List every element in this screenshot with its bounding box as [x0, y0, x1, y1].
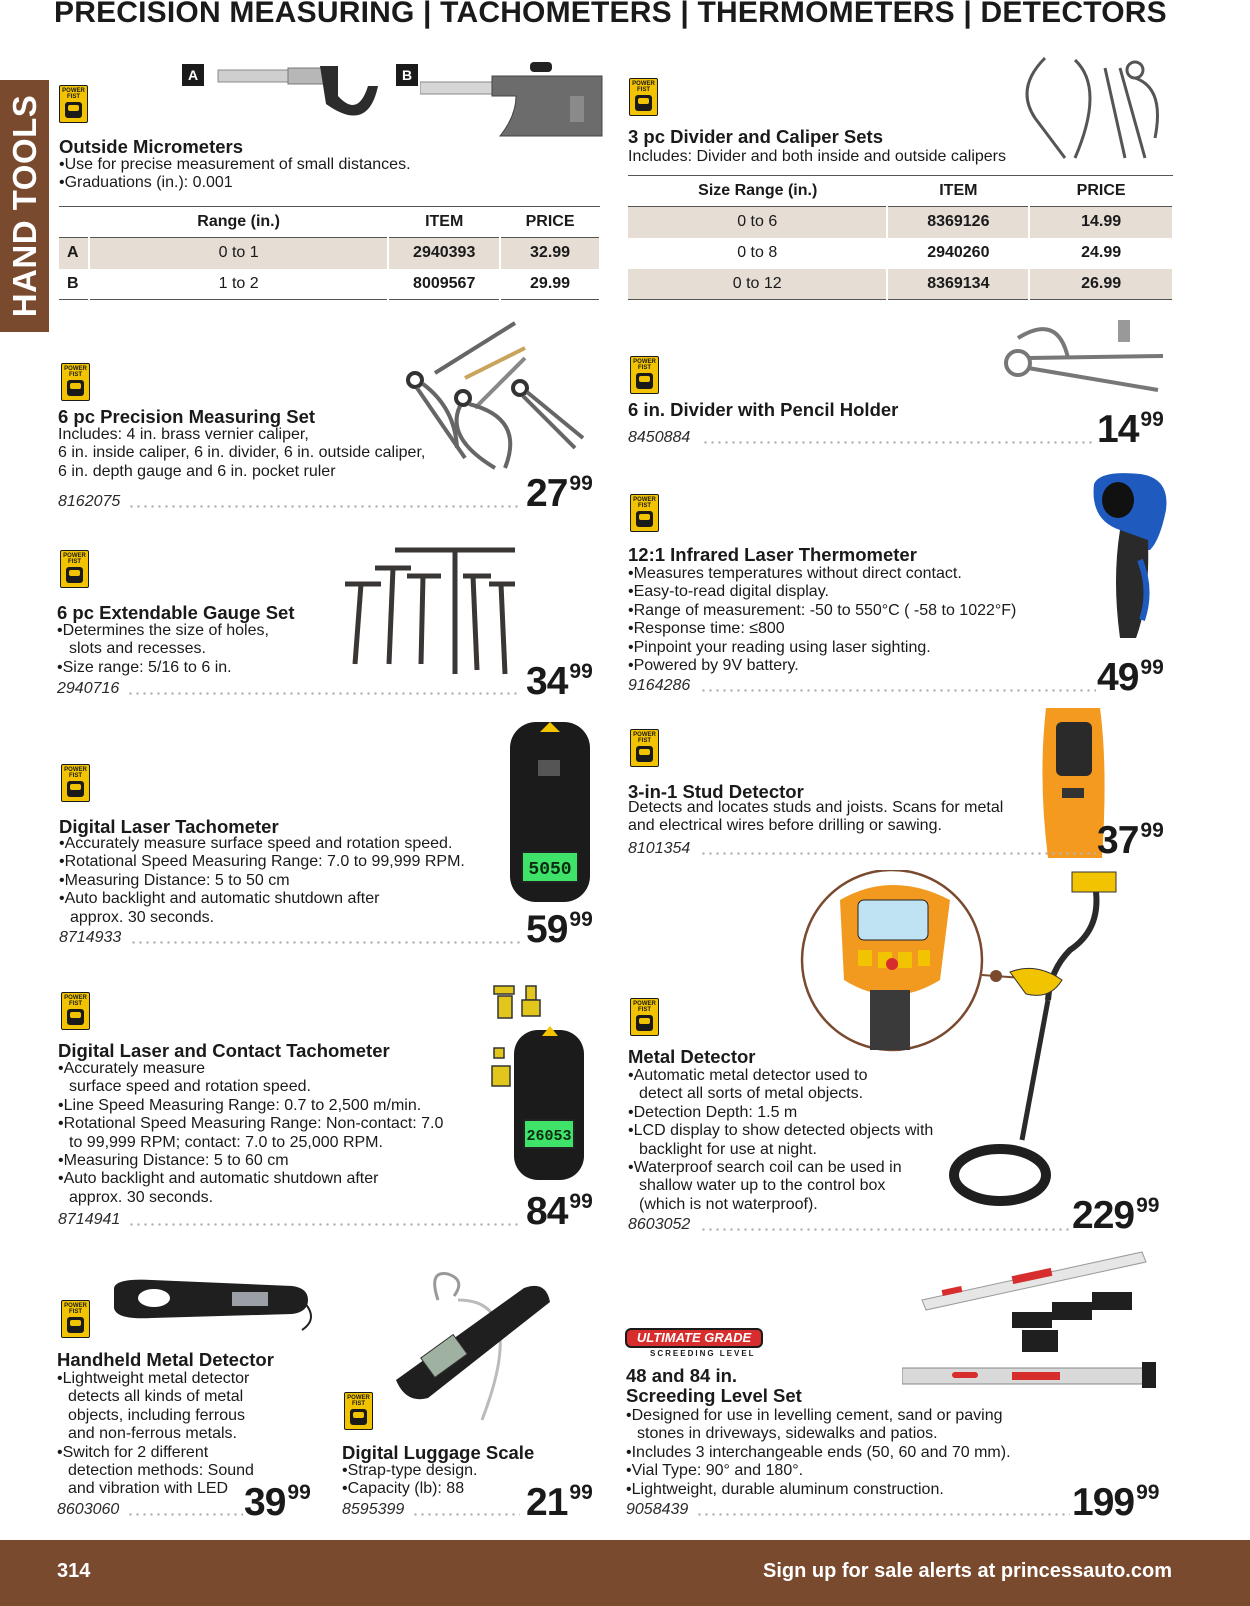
product-name: 48 and 84 in.	[626, 1365, 738, 1386]
dot-leader	[127, 692, 520, 695]
table-row: A 0 to 1 2940393 32.99	[59, 238, 600, 269]
product-name: Digital Laser and Contact Tachometer	[58, 1040, 390, 1061]
table-row: 0 to 6 8369126 14.99	[628, 207, 1173, 238]
gauge-set-image	[345, 546, 520, 676]
dot-leader	[130, 941, 520, 944]
power-fist-badge: POWER FIST	[630, 356, 659, 394]
fist-icon	[636, 373, 653, 389]
product-description: •Designed for use in levelling cement, sand or paving stones in driveways, sidewalks and patios. •Includes 3 interchangeable ends (50, 60 and 70 mm). •Vial Type: 90° and 180°. •Lightweight, durable aluminum construction.	[626, 1407, 1011, 1498]
product-name: 3 pc Divider and Caliper Sets	[628, 126, 883, 147]
fist-icon	[350, 1409, 367, 1425]
laser-tachometer-image	[510, 722, 590, 902]
power-fist-badge: POWER FIST	[61, 1300, 90, 1338]
product-name: Handheld Metal Detector	[57, 1349, 274, 1370]
price: $199^{99}$	[1072, 1481, 1160, 1524]
product-name: 6 pc Extendable Gauge Set	[57, 602, 295, 623]
section-tab	[0, 80, 49, 332]
item-number: 8714933	[59, 929, 122, 946]
power-fist-badge: POWER FIST	[344, 1392, 373, 1430]
thermometer-image	[1090, 470, 1170, 640]
sale-alerts-link[interactable]: Sign up for sale alerts at princessauto.com	[762, 1560, 1172, 1582]
product-description: •Determines the size of holes, slots and recesses. •Size range: 5/16 to 6 in.	[57, 622, 269, 676]
product-name-line2: Screeding Level Set	[626, 1385, 802, 1406]
ultimate-grade-logo: ULTIMATE GRADE	[625, 1328, 763, 1348]
product-name: 6 pc Precision Measuring Set	[58, 406, 316, 427]
dot-leader	[700, 852, 1096, 855]
price: $14^{99}$	[1097, 408, 1164, 451]
product-name: 3-in-1 Stud Detector	[628, 781, 804, 802]
power-fist-badge: POWER FIST	[60, 550, 89, 588]
micrometer-a-image	[208, 56, 380, 126]
micrometer-table	[59, 206, 601, 300]
price: $84^{99}$	[526, 1190, 593, 1233]
price: $229^{99}$	[1072, 1194, 1160, 1237]
column-header: ITEM	[887, 176, 1029, 207]
divider-table	[628, 175, 1174, 300]
price: $39^{99}$	[244, 1481, 311, 1524]
item-number: 8450884	[628, 429, 691, 446]
product-name: Digital Laser Tachometer	[59, 816, 279, 837]
fist-icon	[636, 1015, 653, 1031]
dot-leader	[702, 441, 1096, 444]
column-header: PRICE	[1029, 176, 1173, 207]
power-fist-badge: POWER FIST	[59, 85, 88, 123]
lcd-readout: 5050	[528, 860, 572, 880]
item-number: 8595399	[342, 1501, 405, 1518]
page-number: 314	[57, 1560, 91, 1582]
dot-leader	[128, 1223, 520, 1226]
fist-icon	[67, 380, 84, 396]
fist-icon	[66, 567, 83, 583]
power-fist-badge: POWER FIST	[61, 363, 90, 401]
product-description: Includes: Divider and both inside and outside calipers	[628, 148, 1007, 165]
product-description: •Accurately measure surface speed and rotation speed. •Line Speed Measuring Range: 0.7 to 2,500 m/min. •Rotational Speed Measuring Range: Non-contact: 7.0 to 99,999 RPM; contact: 7.0 to 25,000 RPM. •Measuring Distance: 5 to 60 cm •Auto backlight and automatic shutdown after approx. 30 seconds.	[58, 1060, 444, 1206]
product-name: 12:1 Infrared Laser Thermometer	[628, 544, 917, 565]
calipers-image	[1015, 48, 1180, 166]
power-fist-badge: POWER FIST	[630, 494, 659, 532]
price: $49^{99}$	[1097, 656, 1164, 699]
price: $21^{99}$	[526, 1481, 593, 1524]
item-number: 8162075	[58, 493, 121, 510]
product-description: •Use for precise measurement of small distances. •Graduations (in.): 0.001	[59, 156, 411, 192]
price: $27^{99}$	[526, 472, 593, 515]
table-row: 0 to 8 2940260 24.99	[628, 238, 1173, 269]
dot-leader	[700, 689, 1096, 692]
power-fist-badge: POWER FIST	[630, 998, 659, 1036]
product-description: •Lightweight metal detector detects all kinds of metal objects, including ferrous and non-ferrous metals. •Switch for 2 different detection methods: Sound and vibration with LED	[57, 1370, 254, 1498]
contact-tachometer-image	[488, 982, 593, 1182]
power-fist-badge: POWER FIST	[629, 78, 658, 116]
dot-leader	[412, 1513, 520, 1516]
ultimate-grade-sublabel: SCREEDING LEVEL	[650, 1349, 756, 1358]
column-header: ITEM	[388, 207, 500, 238]
item-number: 8603060	[57, 1501, 120, 1518]
item-number: 2940716	[57, 680, 120, 697]
product-description: •Automatic metal detector used to detect all sorts of metal objects. •Detection Depth: 1.5 m •LCD display to show detected objects with backlight for use at night. •Waterproof search coil can be used in shallow water up to the control box (which is not waterproof).	[628, 1067, 934, 1213]
power-fist-badge: POWER FIST	[630, 729, 659, 767]
handheld-detector-image	[112, 1278, 317, 1334]
product-description: •Strap-type design. •Capacity (lb): 88	[342, 1462, 478, 1498]
item-number: 9164286	[628, 677, 691, 694]
column-header: PRICE	[500, 207, 600, 238]
table-row: 0 to 12 8369134 26.99	[628, 269, 1173, 300]
screeding-level-image	[902, 1250, 1158, 1400]
column-header: Size Range (in.)	[628, 176, 887, 207]
fist-icon	[67, 781, 84, 797]
price: $59^{99}$	[526, 908, 593, 951]
dot-leader	[127, 1513, 243, 1516]
column-header: Range (in.)	[89, 207, 388, 238]
lcd-readout: 26053	[526, 1128, 572, 1145]
dot-leader	[128, 505, 520, 508]
image-label-b: B	[396, 64, 418, 86]
section-tab-label: HAND TOOLS	[5, 94, 43, 318]
price: $37^{99}$	[1097, 819, 1164, 862]
product-name: Digital Luggage Scale	[342, 1442, 535, 1463]
page-title: PRECISION MEASURING | TACHOMETERS | THERMOMETERS | DETECTORS	[54, 0, 1167, 29]
image-label-a: A	[182, 64, 204, 86]
product-description: Detects and locates studs and joists. Scans for metal and electrical wires before drilling or sawing.	[628, 799, 1004, 835]
footer-bar	[0, 1540, 1250, 1606]
luggage-scale-image	[388, 1270, 558, 1430]
fist-icon	[67, 1317, 84, 1333]
power-fist-badge: POWER FIST	[61, 992, 90, 1030]
product-description: Includes: 4 in. brass vernier caliper, 6 in. inside caliper, 6 in. divider, 6 in. outside caliper, 6 in. depth gauge and 6 in. pocket ruler	[58, 426, 426, 480]
fist-icon	[636, 746, 653, 762]
micrometer-b-image	[420, 56, 605, 142]
table-row: B 1 to 2 8009567 29.99	[59, 269, 600, 300]
price: $34^{99}$	[526, 660, 593, 703]
item-number: 9058439	[626, 1501, 689, 1518]
dot-leader	[700, 1228, 1070, 1231]
product-description: •Measures temperatures without direct contact. •Easy-to-read digital display. •Range of measurement: -50 to 550°C ( -58 to 1022°F) •Response time: ≤800 •Pinpoint your reading using laser sighting. •Powered by 9V battery.	[628, 565, 1017, 675]
power-fist-badge: POWER FIST	[61, 764, 90, 802]
dot-leader	[696, 1513, 1070, 1516]
fist-icon	[67, 1009, 84, 1025]
item-number: 8101354	[628, 840, 691, 857]
fist-icon	[635, 95, 652, 111]
divider-pencil-image	[998, 318, 1168, 400]
fist-icon	[636, 511, 653, 527]
precision-set-image	[405, 318, 590, 476]
item-number: 8714941	[58, 1211, 121, 1228]
product-name: Outside Micrometers	[59, 136, 244, 157]
product-name: Metal Detector	[628, 1046, 756, 1067]
product-description: •Accurately measure surface speed and rotation speed. •Rotational Speed Measuring Range: 7.0 to 99,999 RPM. •Measuring Distance: 5 to 50 cm •Auto backlight and automatic shutdown after approx. 30 seconds.	[59, 835, 465, 926]
fist-icon	[65, 102, 82, 118]
product-name: 6 in. Divider with Pencil Holder	[628, 399, 899, 420]
item-number: 8603052	[628, 1216, 691, 1233]
